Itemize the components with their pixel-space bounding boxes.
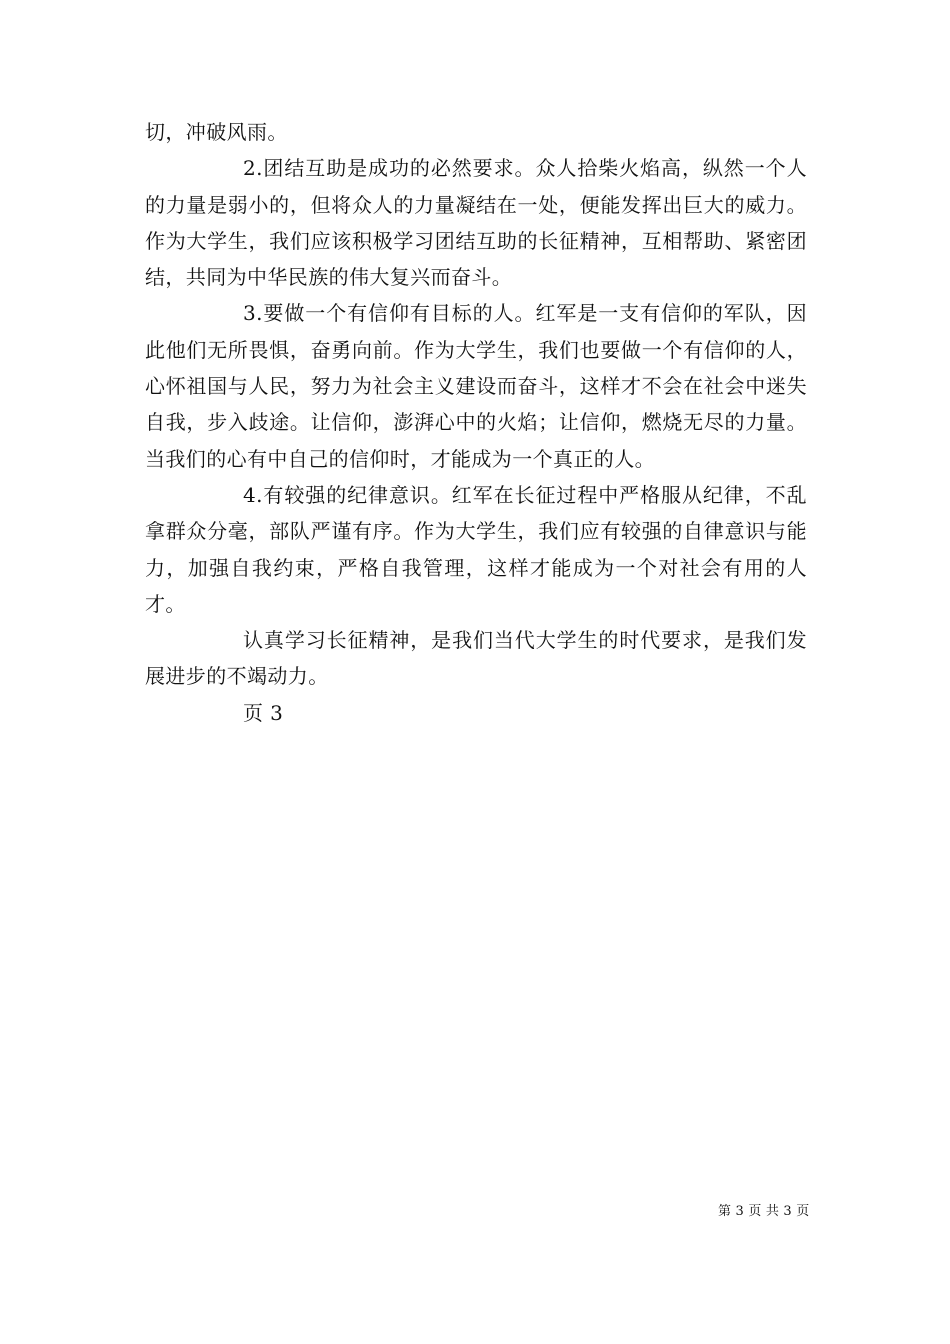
paragraph-faith: 3.要做一个有信仰有目标的人。红军是一支有信仰的军队，因此他们无所畏惧，奋勇向前。作为大学生，我们也要做一个有信仰的人，心怀祖国与人民，努力为社会主义建设而奋斗，这样才不会在社会中迷失自我，步入歧途。让信仰，澎湃心中的火焰；让信仰，燃烧无尽的力量。当我们的心有中自己的信仰时，才能成为一个真正的人。 xyxy=(145,301,807,471)
paragraph-discipline: 4.有较强的纪律意识。红军在长征过程中严格服从纪律，不乱拿群众分毫，部队严谨有序。作为大学生，我们应有较强的自律意识与能力，加强自我约束，严格自我管理，这样才能成为一个对社会有用的人才。 xyxy=(145,482,807,616)
paragraph-conclusion: 认真学习长征精神，是我们当代大学生的时代要求，是我们发展进步的不竭动力。 xyxy=(145,628,807,689)
inline-page-mark: 页 3 xyxy=(243,700,284,725)
paragraph-unity: 2.团结互助是成功的必然要求。众人拾柴火焰高，纵然一个人的力量是弱小的，但将众人的力量凝结在一处，便能发挥出巨大的威力。作为大学生，我们应该积极学习团结互助的长征精神，互相帮助、紧密团结，共同为中华民族的伟大复兴而奋斗。 xyxy=(145,156,807,290)
document-body xyxy=(145,114,807,731)
paragraph-continuation: 切，冲破风雨。 xyxy=(145,120,288,144)
page-footer: 第 3 页 共 3 页 xyxy=(718,1204,810,1219)
